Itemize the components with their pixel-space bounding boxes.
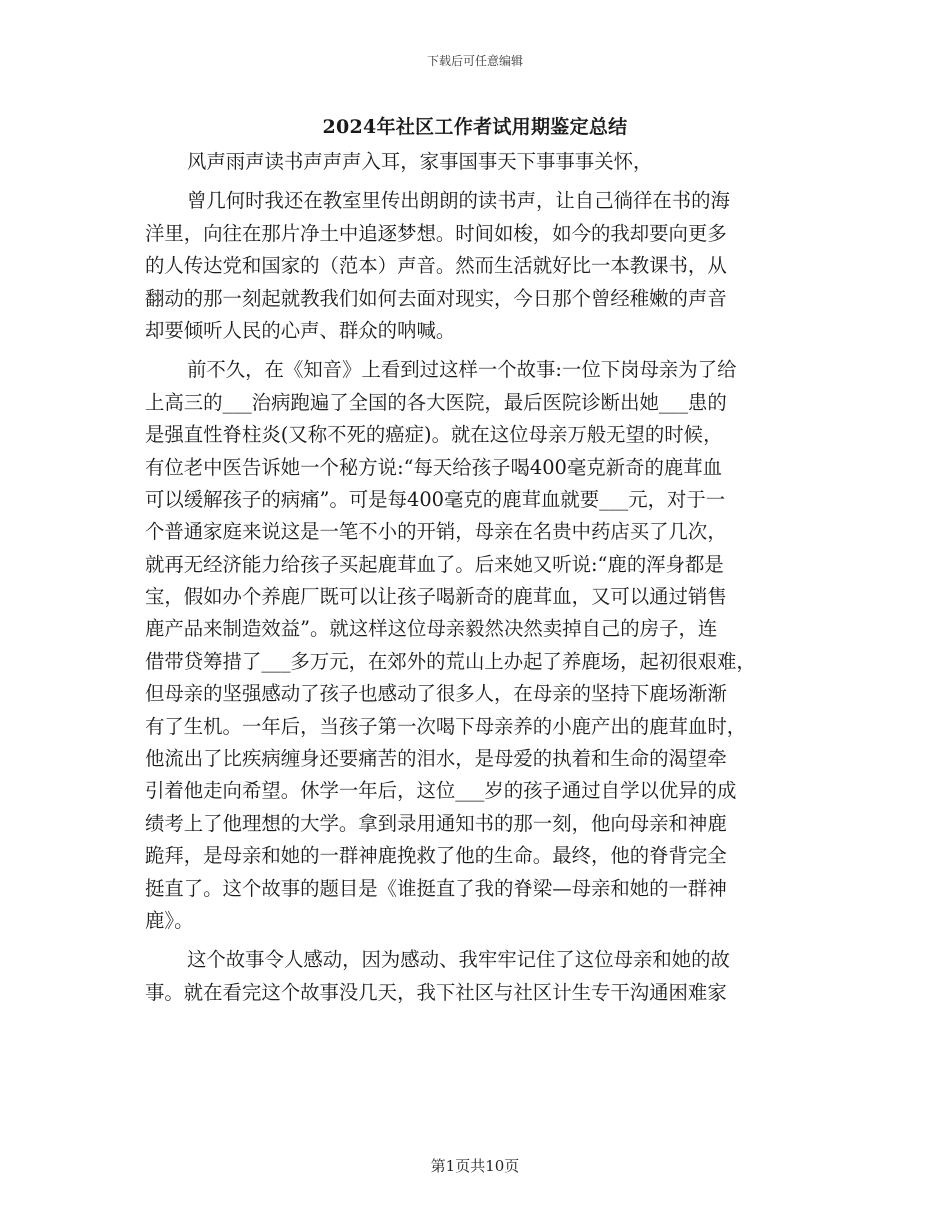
text-line: 鹿产品来制造效益”。就这样这位母亲毅然决然卖掉自己的房子，连 — [145, 617, 718, 641]
text-line: 他流出了比疾病缠身还要痛苦的泪水，是母爱的执着和生命的渴望牵 — [145, 747, 727, 771]
text-line: 引着他走向希望。休学一年后，这位___岁的孩子通过自学以优异的成 — [145, 779, 737, 803]
text-line: 洋里，向往在那片净土中追逐梦想。时间如梭，如今的我却要向更多 — [145, 221, 727, 245]
text-line: 事。就在看完这个故事没几天，我下社区与社区计生专干沟通困难家 — [145, 980, 727, 1004]
text-line: 前不久，在《知音》上看到过这样一个故事:一位下岗母亲为了给 — [187, 358, 737, 382]
page-footer: 第1页共10页 — [430, 1157, 520, 1175]
text-line: 挺直了。这个故事的题目是《谁挺直了我的脊梁—母亲和她的一群神 — [145, 876, 727, 900]
text-line: 跪拜，是母亲和她的一群神鹿挽救了他的生命。最终，他的脊背完全 — [145, 844, 727, 868]
text-line: 翻动的那一刻起就教我们如何去面对现实，今日那个曾经稚嫩的声音 — [145, 286, 727, 310]
paragraph-2 — [145, 185, 805, 347]
paragraph-1 — [145, 146, 805, 178]
text-line: 有了生机。一年后，当孩子第一次喝下母亲养的小鹿产出的鹿茸血时， — [145, 714, 747, 738]
text-line: 鹿》。 — [145, 908, 194, 932]
text-line: 个普通家庭来说这是一笔不小的开销，母亲在名贵中药店买了几次， — [145, 520, 727, 544]
paragraph-3 — [145, 354, 805, 937]
text-line: 有位老中医告诉她一个秘方说:“每天给孩子喝400毫克新奇的鹿茸血 — [145, 455, 723, 479]
text-line: 可以缓解孩子的病痛”。可是每400毫克的鹿茸血就要___元，对于一 — [145, 487, 726, 511]
text-line: 的人传达党和国家的（范本）声音。然而生活就好比一本教课书，从 — [145, 254, 727, 278]
document-title: 2024年社区工作者试用期鉴定总结 — [322, 116, 628, 138]
paragraph-4 — [145, 944, 805, 1009]
text-line: 借带贷筹措了___多万元，在郊外的荒山上办起了养鹿场，起初很艰难， — [145, 649, 756, 673]
text-line: 绩考上了他理想的大学。拿到录用通知书的那一刻，他向母亲和神鹿 — [145, 811, 727, 835]
text-line: 上高三的___治病跑遍了全国的各大医院，最后医院诊断出她___患的 — [145, 390, 727, 414]
text-line: 但母亲的坚强感动了孩子也感动了很多人，在母亲的坚持下鹿场渐渐 — [145, 682, 727, 706]
text-line: 宝，假如办个养鹿厂既可以让孩子喝新奇的鹿茸血，又可以通过销售 — [145, 585, 727, 609]
page-header: 下载后可任意编辑 — [426, 54, 523, 68]
text-line: 这个故事令人感动，因为感动、我牢牢记住了这位母亲和她的故 — [187, 948, 730, 972]
text-line: 却要倾听人民的心声、群众的呐喊。 — [145, 318, 456, 342]
text-line: 是强直性脊柱炎(又称不死的癌症)。就在这位母亲万般无望的时候， — [145, 423, 723, 447]
document-body — [145, 146, 805, 1016]
text-line: 风声雨声读书声声声入耳，家事国事天下事事事关怀， — [187, 150, 653, 173]
text-line: 曾几何时我还在教室里传出朗朗的读书声，让自己徜徉在书的海 — [187, 189, 730, 213]
text-line: 就再无经济能力给孩子买起鹿茸血了。后来她又听说:“鹿的浑身都是 — [145, 552, 724, 576]
